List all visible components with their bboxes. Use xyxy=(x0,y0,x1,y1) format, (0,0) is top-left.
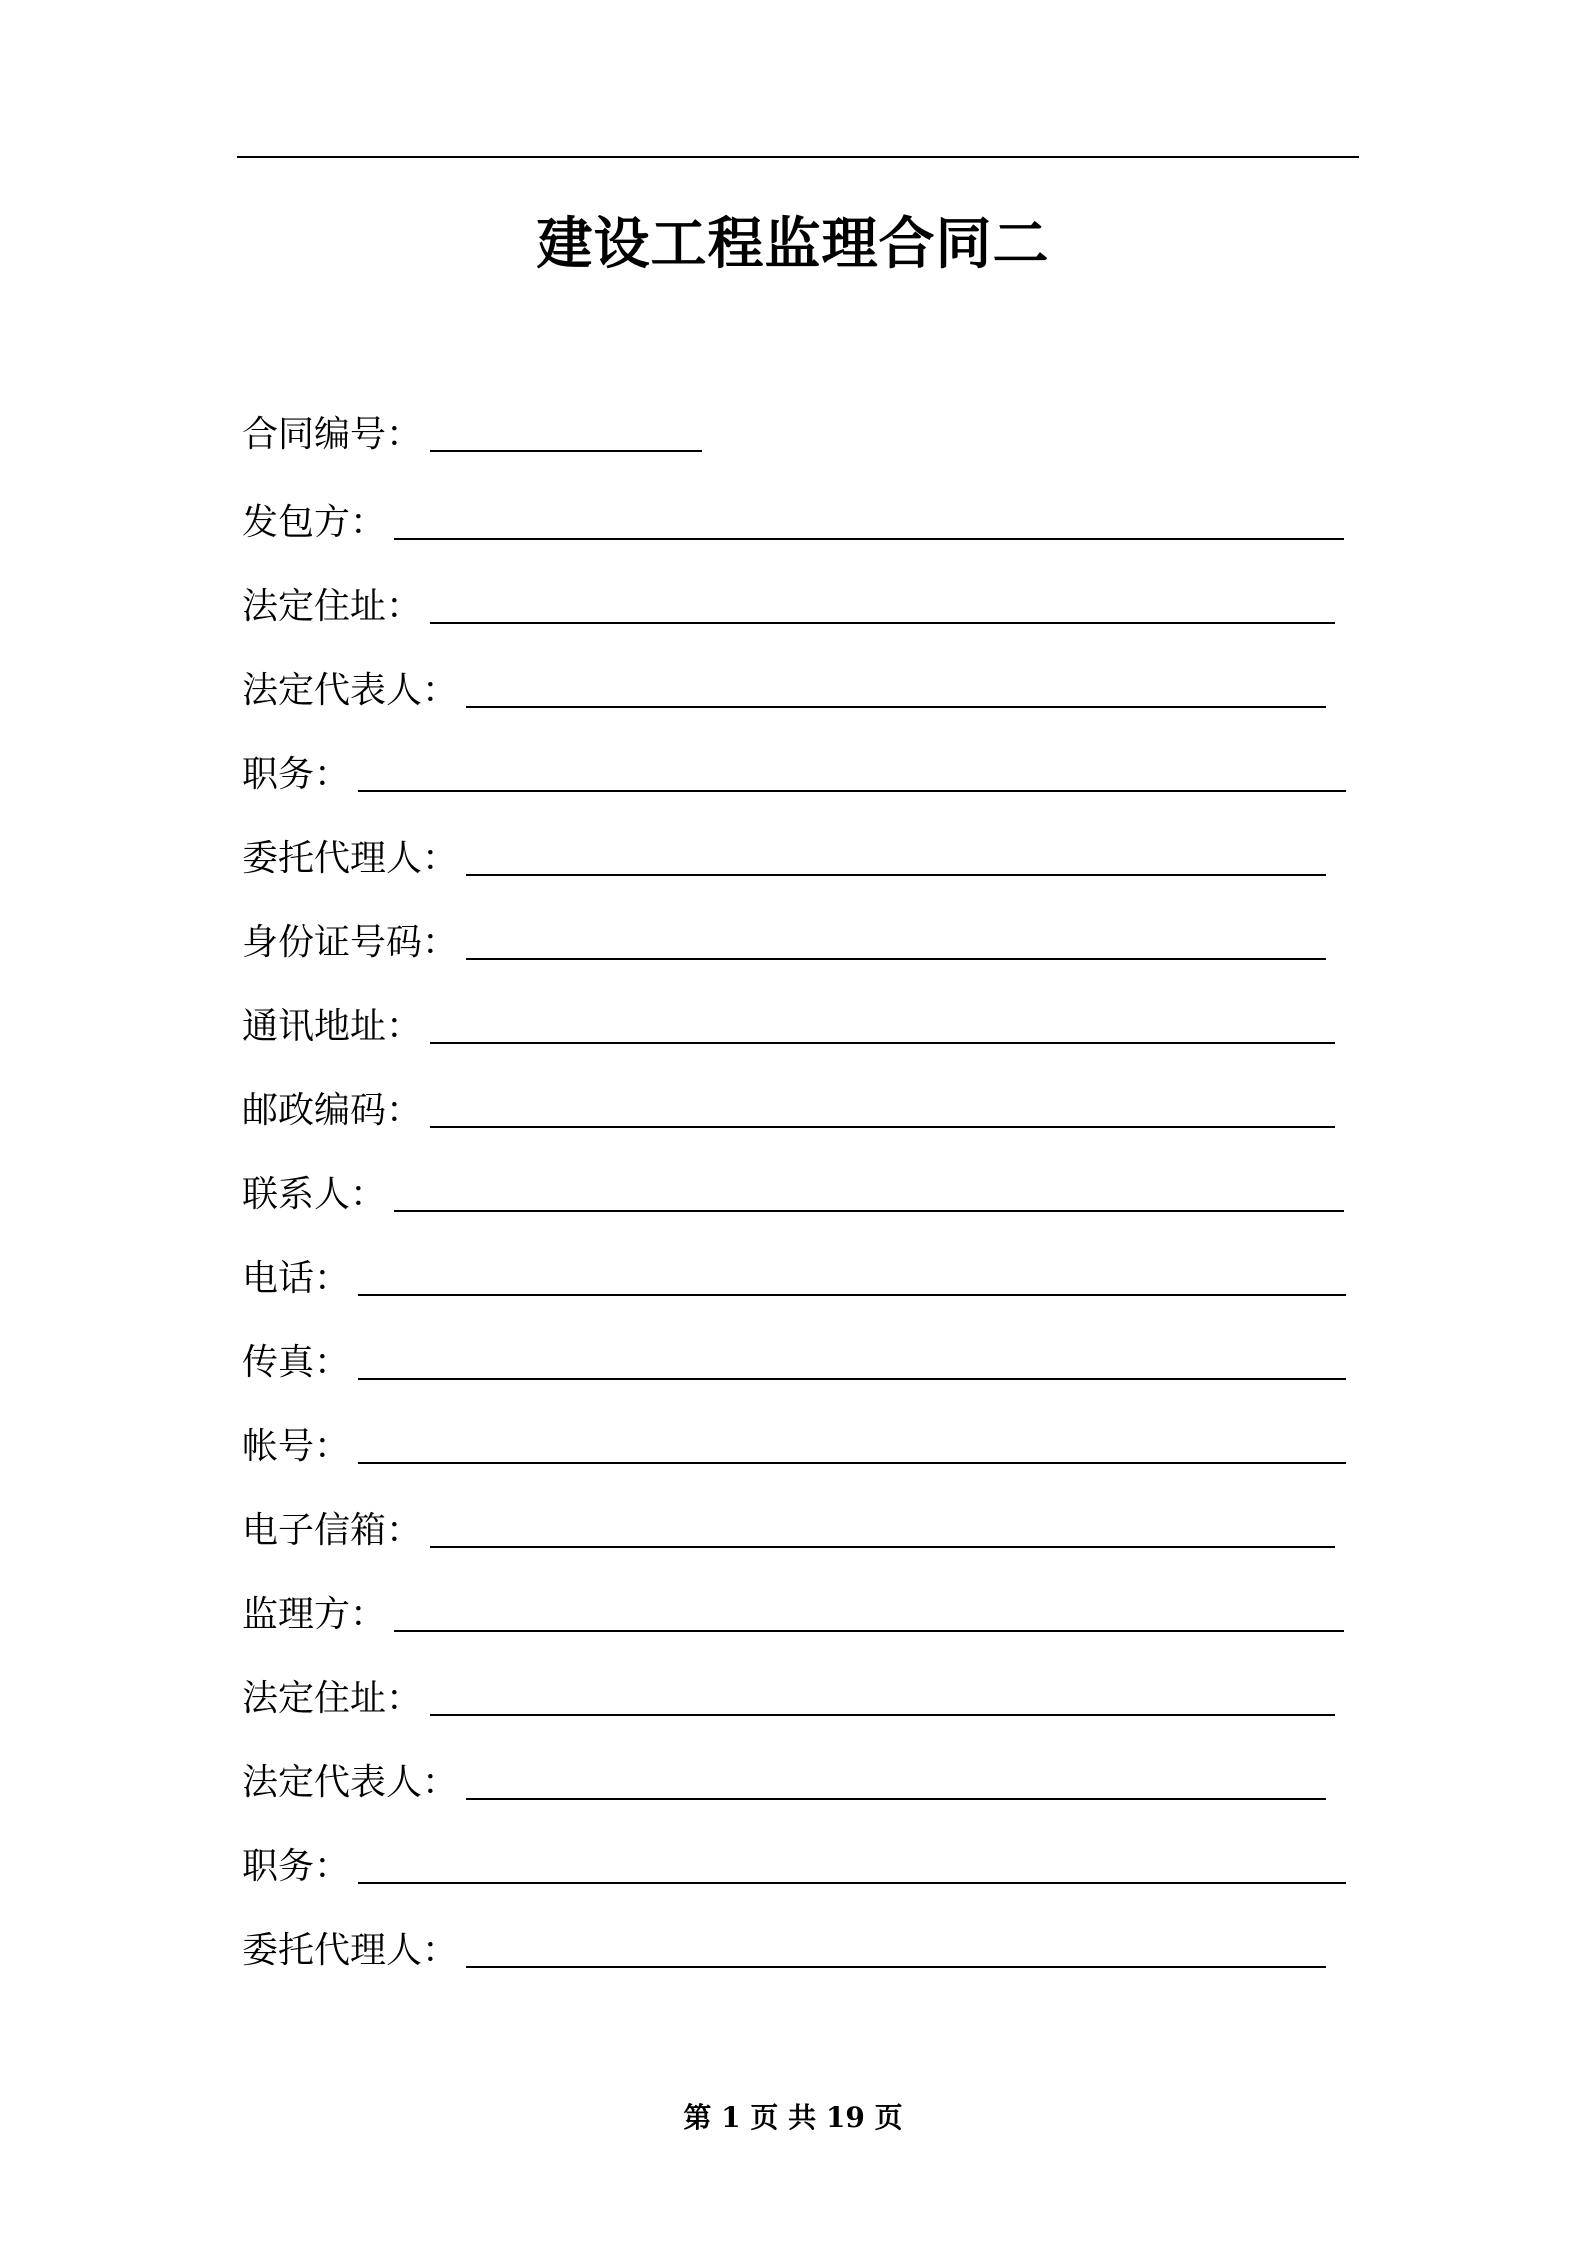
field-id-number xyxy=(242,908,1326,968)
field-label: 法定住址： xyxy=(242,1678,423,1719)
blank-line[interactable] xyxy=(466,1798,1326,1800)
blank-line[interactable] xyxy=(358,1462,1346,1464)
blank-line[interactable] xyxy=(358,790,1346,792)
field-supervisor-authorized-agent xyxy=(242,1916,1326,1976)
field-supervisor-position xyxy=(242,1832,1346,1892)
page-number: 第 1 页 共 19 页 xyxy=(683,2101,903,2134)
field-label: 法定代表人： xyxy=(242,670,459,711)
field-label: 身份证号码： xyxy=(242,922,459,963)
field-supervisor-legal-representative xyxy=(242,1748,1326,1808)
field-label: 委托代理人： xyxy=(242,838,459,879)
field-label: 职务： xyxy=(242,754,351,795)
field-label: 职务： xyxy=(242,1846,351,1887)
blank-line[interactable] xyxy=(358,1378,1346,1380)
header-rule xyxy=(237,156,1359,158)
field-label: 电话： xyxy=(242,1258,351,1299)
field-label: 法定代表人： xyxy=(242,1762,459,1803)
blank-line[interactable] xyxy=(466,1966,1326,1968)
field-email xyxy=(242,1496,1335,1556)
field-label: 邮政编码： xyxy=(242,1090,423,1131)
field-phone xyxy=(242,1244,1346,1304)
field-label: 联系人： xyxy=(242,1174,387,1215)
field-label: 合同编号： xyxy=(242,414,423,455)
field-legal-address xyxy=(242,572,1335,632)
field-label: 监理方： xyxy=(242,1594,387,1635)
document-title: 建设工程监理合同二 xyxy=(536,212,1050,277)
blank-line[interactable] xyxy=(430,622,1335,624)
field-label: 帐号： xyxy=(242,1426,351,1467)
blank-line[interactable] xyxy=(466,706,1326,708)
field-label: 发包方： xyxy=(242,502,387,543)
field-account-number xyxy=(242,1412,1346,1472)
blank-line[interactable] xyxy=(394,1210,1344,1212)
blank-line[interactable] xyxy=(394,538,1344,540)
blank-line[interactable] xyxy=(430,450,702,452)
field-supervisor-legal-address xyxy=(242,1664,1335,1724)
field-label: 委托代理人： xyxy=(242,1930,459,1971)
blank-line[interactable] xyxy=(430,1126,1335,1128)
field-label: 电子信箱： xyxy=(242,1510,423,1551)
field-authorized-agent xyxy=(242,824,1326,884)
field-contact-person xyxy=(242,1160,1344,1220)
blank-line[interactable] xyxy=(394,1630,1344,1632)
field-postal-code xyxy=(242,1076,1335,1136)
field-label: 通讯地址： xyxy=(242,1006,423,1047)
field-label: 法定住址： xyxy=(242,586,423,627)
field-position xyxy=(242,740,1346,800)
field-legal-representative xyxy=(242,656,1326,716)
field-mailing-address xyxy=(242,992,1335,1052)
field-fax xyxy=(242,1328,1346,1388)
blank-line[interactable] xyxy=(466,958,1326,960)
blank-line[interactable] xyxy=(430,1714,1335,1716)
field-supervisor xyxy=(242,1580,1344,1640)
blank-line[interactable] xyxy=(358,1294,1346,1296)
field-contract-number xyxy=(242,400,702,460)
blank-line[interactable] xyxy=(430,1042,1335,1044)
field-label: 传真： xyxy=(242,1342,351,1383)
field-employer xyxy=(242,488,1344,548)
blank-line[interactable] xyxy=(430,1546,1335,1548)
blank-line[interactable] xyxy=(358,1882,1346,1884)
blank-line[interactable] xyxy=(466,874,1326,876)
